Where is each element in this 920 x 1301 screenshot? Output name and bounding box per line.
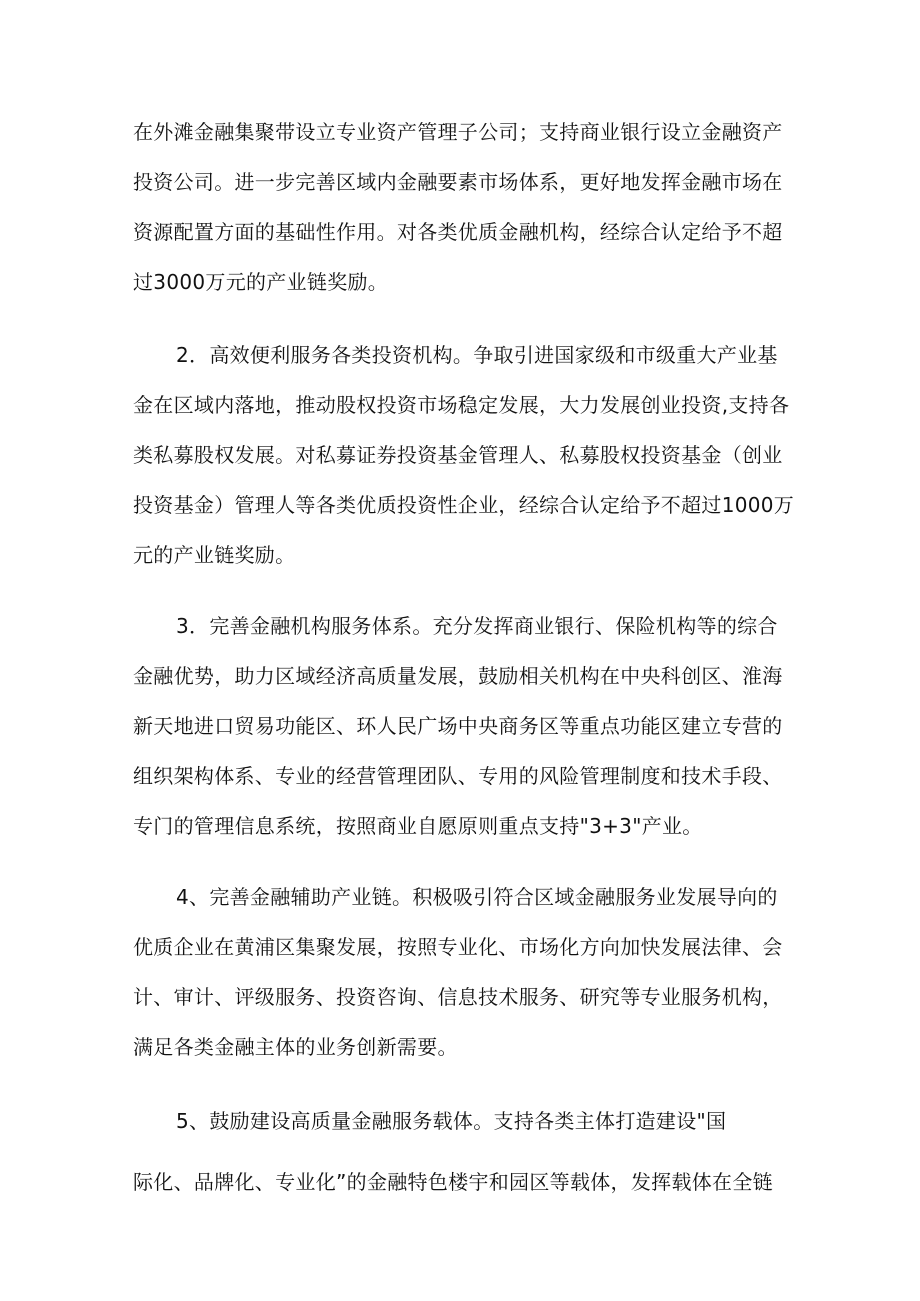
paragraph-5-line-2: 际化、品牌化、专业化”的金融特色楼宇和园区等载体，发挥载体在全链 (133, 1170, 773, 1194)
paragraph-1-line-1: 在外滩金融集聚带设立专业资产管理子公司；支持商业银行设立金融资产 (133, 120, 783, 144)
paragraph-2-line-1: 2．高效便利服务各类投资机构。争取引进国家级和市级重大产业基 (176, 343, 778, 367)
paragraph-1-line-4: 过3000万元的产业链奖励。 (133, 270, 389, 294)
paragraph-5-line-1: 5、鼓励建设高质量金融服务载体。支持各类主体打造建设"国 (176, 1109, 727, 1133)
paragraph-1-line-3: 资源配置方面的基础性作用。对各类优质金融机构，经综合认定给予不超 (133, 220, 783, 244)
paragraph-4-line-1: 4、完善金融辅助产业链。积极吸引符合区域金融服务业发展导向的 (176, 885, 778, 909)
paragraph-1-line-2: 投资公司。进一步完善区域内金融要素市场体系，更好地发挥金融市场在 (133, 170, 783, 194)
paragraph-2-line-2: 金在区域内落地，推动股权投资市场稳定发展，大力发展创业投资,支持各 (133, 393, 790, 417)
paragraph-2-line-3: 类私募股权发展。对私募证券投资基金管理人、私募股权投资基金（创业 (133, 443, 783, 467)
paragraph-3-line-2: 金融优势，助力区域经济高质量发展，鼓励相关机构在中央科创区、淮海 (133, 664, 783, 688)
paragraph-4-line-4: 满足各类金融主体的业务创新需要。 (133, 1035, 458, 1059)
paragraph-3-line-1: 3．完善金融机构服务体系。充分发挥商业银行、保险机构等的综合 (176, 614, 778, 638)
paragraph-4-line-3: 计、审计、评级服务、投资咨询、信息技术服务、研究等专业服务机构， (133, 985, 783, 1009)
paragraph-3-line-3: 新天地进口贸易功能区、环人民广场中央商务区等重点功能区建立专营的 (133, 714, 783, 738)
paragraph-2-line-4: 投资基金）管理人等各类优质投资性企业，经综合认定给予不超过1000万 (133, 493, 795, 517)
paragraph-2-line-5: 元的产业链奖励。 (133, 543, 296, 567)
paragraph-4-line-2: 优质企业在黄浦区集聚发展，按照专业化、市场化方向加快发展法律、会 (133, 935, 783, 959)
paragraph-3-line-5: 专门的管理信息系统，按照商业自愿原则重点支持"3+3"产业。 (133, 814, 703, 838)
paragraph-3-line-4: 组织架构体系、专业的经营管理团队、专用的风险管理制度和技术手段、 (133, 764, 783, 788)
